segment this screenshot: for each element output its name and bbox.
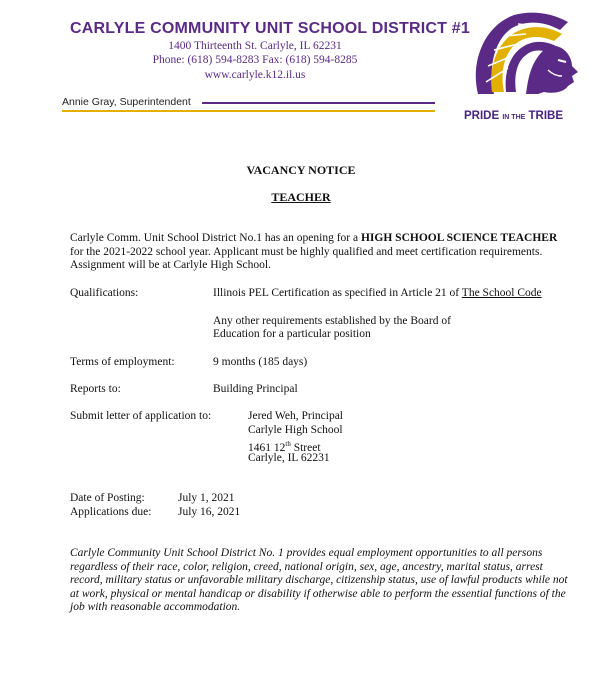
posting-date-value: July 1, 2021 [178,492,235,504]
district-phone-fax: Phone: (618) 594-8283 Fax: (618) 594-8285 [152,54,358,66]
intro-text-2: for the 2021-2022 school year. Applicant must be highly qualified and meet certification requirements. Assignment will be at Carlyle High School. [70,245,543,271]
superintendent-name: Annie Gray, Superintendent [62,96,191,108]
qualification-other-line1: Any other requirements established by the Board of [213,315,451,327]
street-number: 1461 12 [248,441,286,454]
qualification-pel [213,287,542,301]
letterhead-rule-purple [202,102,435,104]
slogan-in-the: IN THE [502,114,526,121]
reports-to-value: Building Principal [213,383,298,395]
pride-in-the-tribe-slogan [464,110,592,122]
street-ordinal: th [285,440,291,448]
applications-due-label: Applications due: [70,506,152,518]
district-name: CARLYLE COMMUNITY UNIT SCHOOL DISTRICT #1 [70,20,470,37]
intro-text-1: Carlyle Comm. Unit School District No.1 has an opening for a [70,232,361,244]
qualifications-label: Qualifications: [70,287,139,299]
submit-school-name: Carlyle High School [248,424,343,436]
applications-due-value: July 16, 2021 [178,506,241,518]
vacancy-notice-title: VACANCY NOTICE [246,163,356,177]
eeo-statement: Carlyle Community Unit School District No. 1 provides equal employment opportunities to all persons regardless of their race, color, religion, creed, national origin, sex, age, ancestry, marital status, arrest record, military status or unfavorable military discharge, citizenship status, use of lawful products while not at work, physical or mental handicap or disability if otherwise able to perform the essential functions of the job with reasonable accommodation. [70,547,568,613]
qualification-other-line2: Education for a particular position [213,328,371,340]
slogan-pride: PRIDE [464,110,500,122]
reports-to-label: Reports to: [70,383,121,395]
intro-paragraph [70,232,570,273]
slogan-tribe: TRIBE [528,110,564,122]
district-website: www.carlyle.k12.il.us [204,69,306,81]
terms-value: 9 months (185 days) [213,356,308,368]
letterhead-rule-gold [62,110,435,112]
submit-city: Carlyle, IL 62231 [248,452,330,464]
submit-label: Submit letter of application to: [70,410,212,422]
intro-position-bold: HIGH SCHOOL SCIENCE TEACHER [360,232,558,244]
district-address: 1400 Thirteenth St. Carlyle, IL 62231 [168,40,342,52]
posting-date-label: Date of Posting: [70,492,145,504]
school-code-link: The School Code [461,287,542,299]
tribe-logo-icon [468,8,584,100]
street-name: Street [290,441,321,454]
position-title: TEACHER [271,190,331,204]
terms-label: Terms of employment: [70,356,175,368]
qualification-pel-text: Illinois PEL Certification as specified in Article 21 of [213,287,462,299]
submit-principal-name: Jered Weh, Principal [248,410,343,422]
